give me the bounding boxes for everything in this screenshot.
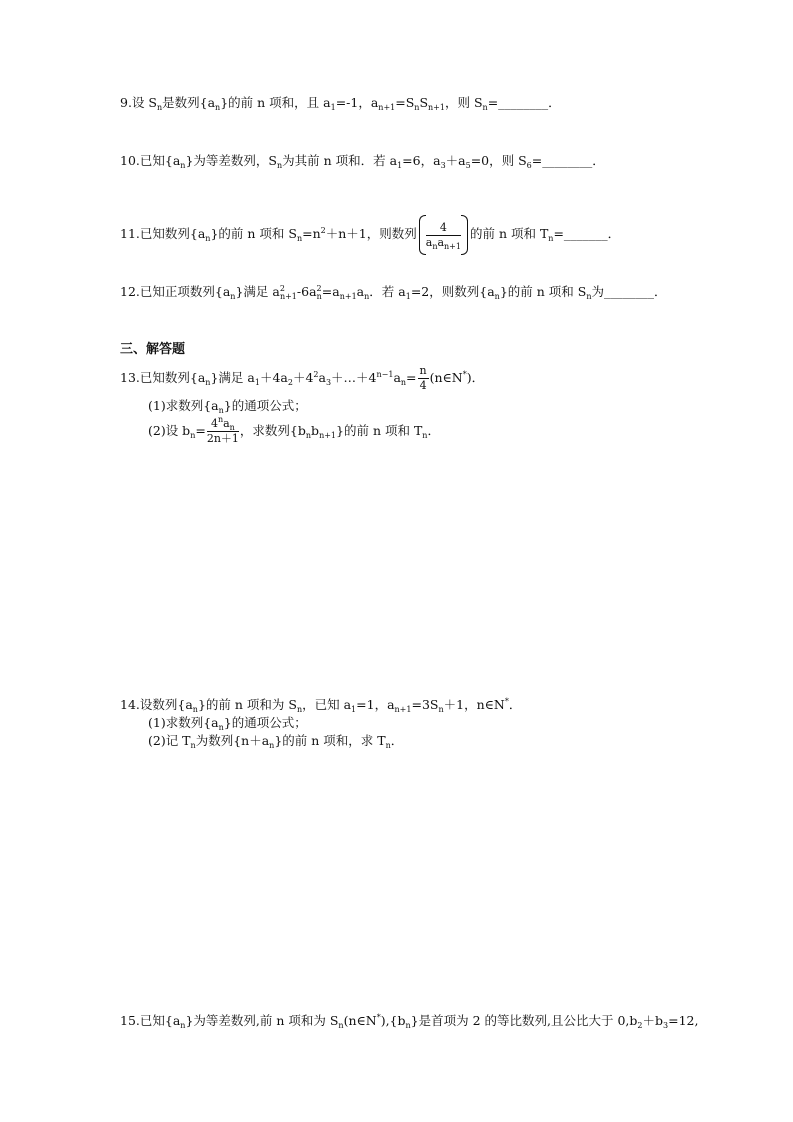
question-14: 14.设数列$\{a_n\}$的前 n 项和为 $S_n$，已知 $a_1=1$，$a_{n+1}=3S_n+1$，n∈N*．: [120, 697, 522, 714]
fraction-4n-an-over-2n1: $\frac{4^na_n}{2n+1}$: [206, 415, 239, 445]
question-13-part-1: (1)求数列$\{a_n\}$的通项公式；: [148, 398, 307, 415]
question-13-part-2: (2)设 $b_n=$ $\frac{4^na_n}{2n+1}$ ，求数列$\{b_nb_{n+1}\}$的前 n 项和 $T_n$．: [148, 415, 440, 445]
question-10: 10.已知$\{a_n\}$为等差数列，$S_n$为其前 n 项和．若 $a_1=6$，$a_3+a_5=0$，则 $S_6=\_\_\_\_\_\_\_\_$．: [120, 153, 605, 170]
fraction-4-over-anan1: $\frac{4}{a_na_{n+1}}$: [425, 220, 461, 251]
question-14-part-2: (2)记 $T_n$为数列$\{n+a_n\}$的前 n 项和，求 $T_n$．: [148, 733, 404, 750]
section-heading: 三、解答题: [120, 342, 186, 357]
question-13: 13.已知数列$\{a_n\}$满足 $a_1+4a_2+4^2a_3+\dots+4^{n-1}a_n=$ $\frac{n}{4}$ (n∈N*)．: [120, 364, 485, 392]
question-12: 12.已知正项数列$\{a_n\}$满足 $a^2_{n+1}-6a^2_n=a_{n+1}a_n$．若 $a_1=2$，则数列$\{a_n\}$的前 n 项和 $S_n$为________．: [120, 284, 667, 301]
question-9: 9.设 $S_n$是数列$\{a_n\}$的前 n 项和，且 $a_1=-1$，$a_{n+1}=S_nS_{n+1}$，则 $S_n=\_\_\_\_\_\_\_\_$．: [120, 95, 561, 112]
question-14-part-1: (1)求数列$\{a_n\}$的通项公式；: [148, 715, 307, 732]
fraction-n-over-4: $\frac{n}{4}$: [419, 364, 427, 392]
question-11: 11.已知数列$\{a_n\}$的前 n 项和 $S_n=n^2+n+1$，则数列 $\frac{4}{a_na_{n+1}}$ 的前 n 项和 $T_n=\_\_\_\_\_\_\_$．: [120, 214, 620, 255]
sequence-set-braces: [419, 215, 468, 255]
question-15: 15.已知$\{a_n\}$为等差数列,前 n 项和为 $S_n(n\in N^*),\{b_n\}$是首项为 2 的等比数列,且公比大于 $0,b_2+b_3=12$,: [120, 1013, 699, 1030]
